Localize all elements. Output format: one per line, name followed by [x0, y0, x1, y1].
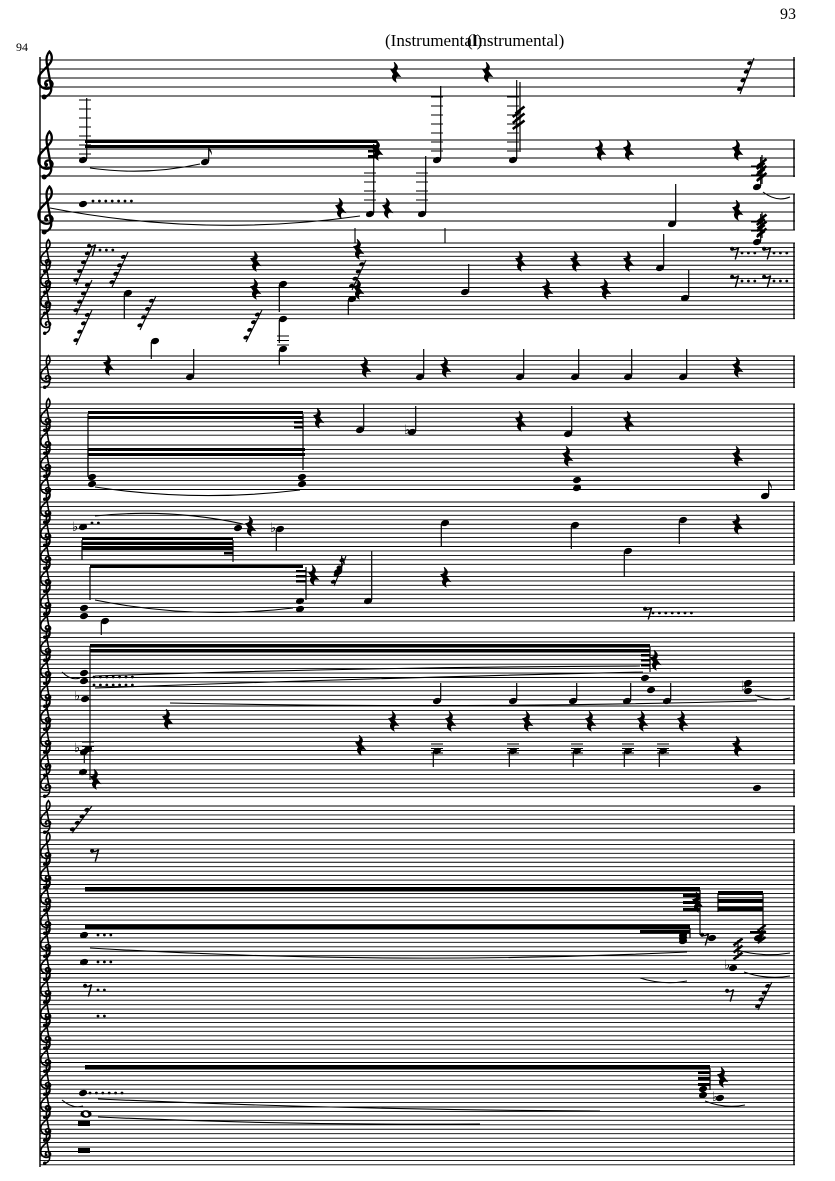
note: [680, 270, 690, 302]
augmentation-dot: [104, 200, 107, 203]
note: [646, 686, 656, 695]
augmentation-dot: [117, 200, 120, 203]
beam: [641, 654, 650, 657]
staff-block: [40, 806, 795, 833]
augmentation-dot: [89, 1092, 92, 1095]
beam: [296, 575, 306, 578]
augmentation-dot: [103, 989, 106, 992]
augmentation-dot: [105, 684, 108, 687]
augmentation-dot: [779, 280, 782, 283]
augmentation-dot: [99, 676, 102, 679]
tie: [62, 1100, 83, 1107]
beam: [224, 552, 233, 555]
augmentation-dot: [111, 249, 114, 252]
beam: [698, 1071, 710, 1074]
augmentation-dot: [125, 676, 128, 679]
augmentation-dot: [690, 612, 693, 615]
tremolo-stem: [758, 155, 767, 184]
augmentation-dot: [741, 280, 744, 283]
augmentation-dot: [99, 684, 102, 687]
beam: [85, 140, 377, 143]
augmentation-dot: [103, 961, 106, 964]
tie: [90, 164, 200, 171]
flat-icon: ♭: [404, 423, 411, 438]
eighth-rest-icon: [730, 247, 739, 260]
augmentation-dot: [124, 200, 127, 203]
note: [623, 547, 633, 577]
note: [752, 784, 762, 793]
note-head: [295, 597, 305, 606]
grace-run: [73, 248, 92, 285]
beam: [294, 421, 303, 424]
augmentation-dot: [753, 252, 756, 255]
augmentation-dot: [109, 961, 112, 964]
tremolo-stem: [758, 212, 767, 238]
quarter-rest-icon: [516, 411, 525, 431]
note-head: [572, 476, 582, 485]
note-head: [78, 1089, 88, 1098]
augmentation-dot: [785, 252, 788, 255]
augmentation-dot: [747, 252, 750, 255]
flat-icon: ♭: [72, 520, 79, 535]
augmentation-dot: [773, 280, 776, 283]
augmentation-dot: [118, 676, 121, 679]
note: [753, 925, 766, 943]
augmentation-dot: [671, 612, 674, 615]
grace-run: [736, 58, 754, 94]
augmentation-dot: [753, 280, 756, 283]
note: [278, 280, 288, 312]
quarter-rest-icon: [624, 140, 633, 160]
flat-icon: ♭: [74, 741, 81, 756]
quarter-rest-icon: [441, 567, 450, 587]
quarter-rest-icon: [309, 565, 318, 585]
augmentation-dot: [93, 684, 96, 687]
eighth-rest-icon: [700, 933, 709, 946]
staff-lines-group: [40, 60, 795, 1165]
eighth-rest-icon: [725, 989, 734, 1002]
quarter-rest-icon: [718, 1067, 727, 1087]
flat-icon: ♭: [724, 958, 731, 973]
tie: [95, 672, 643, 688]
note: [78, 200, 88, 209]
staff-block: [40, 243, 795, 319]
note: [80, 695, 90, 704]
augmentation-dot: [97, 989, 100, 992]
chord: [698, 1085, 708, 1100]
beam: [90, 565, 303, 568]
note: [667, 184, 677, 228]
whole-note: [80, 1110, 91, 1118]
beam: [296, 570, 306, 573]
augmentation-dot: [111, 200, 114, 203]
quarter-rest-icon: [336, 198, 345, 218]
augmentation-dot: [131, 684, 134, 687]
augmentation-dot: [97, 1015, 100, 1018]
tie: [95, 487, 300, 496]
augmentation-dot: [93, 676, 96, 679]
beam: [90, 649, 650, 653]
note-head: [79, 669, 89, 678]
note: [363, 551, 373, 605]
beam: [90, 644, 650, 648]
note-head: [78, 768, 88, 777]
augmentation-dot: [105, 249, 108, 252]
note: [508, 80, 521, 164]
note: [100, 617, 110, 635]
eighth-rest-icon: [762, 247, 771, 260]
augmentation-dot: [105, 676, 108, 679]
augmentation-dot: [121, 1092, 124, 1095]
tie: [744, 972, 790, 977]
beam: [85, 1065, 710, 1070]
quarter-rest-icon: [391, 62, 400, 82]
augmentation-dot: [112, 676, 115, 679]
beam: [85, 887, 700, 892]
beam: [82, 537, 233, 540]
augmentation-dot: [779, 252, 782, 255]
beam: [718, 891, 763, 895]
note: [233, 524, 243, 533]
staff-block: [40, 404, 795, 435]
note: [417, 156, 427, 218]
augmentation-dot: [109, 934, 112, 937]
augmentation-dot: [97, 934, 100, 937]
staff-block: [40, 60, 795, 96]
quarter-rest-icon: [314, 408, 323, 428]
chord: [79, 669, 89, 686]
augmentation-dot: [652, 612, 655, 615]
beam: [88, 453, 305, 456]
note-head: [78, 200, 88, 209]
note-head: [80, 695, 90, 704]
beam: [82, 547, 233, 550]
staff-block: [40, 770, 795, 797]
note: [655, 234, 665, 272]
note-head: [752, 784, 762, 793]
staff-block: [40, 194, 795, 230]
beam: [641, 664, 650, 667]
beam: [641, 659, 650, 662]
note-head: [646, 686, 656, 695]
augmentation-dot: [103, 1015, 106, 1018]
multirest-bar: [78, 1121, 90, 1126]
staff-block: [40, 356, 795, 387]
tie: [90, 948, 687, 958]
augmentation-dot: [103, 934, 106, 937]
augmentation-dot: [112, 684, 115, 687]
augmentation-dot: [677, 612, 680, 615]
tie: [95, 600, 293, 613]
augmentation-dot: [664, 612, 667, 615]
augmentation-dot: [91, 522, 94, 525]
multirest-bar: [78, 1148, 90, 1153]
augmentation-dot: [747, 280, 750, 283]
beam: [718, 907, 763, 911]
tie: [763, 192, 790, 199]
note-runs-group: [69, 58, 772, 1010]
instrumental-annotation-1: (Instrumental): [385, 31, 483, 50]
eighth-rest-icon: [762, 275, 771, 288]
beam: [85, 145, 377, 148]
tie: [705, 1101, 745, 1106]
augmentation-dot: [101, 1092, 104, 1095]
quarter-rest-icon: [624, 411, 633, 431]
flat-icon: ♭: [741, 679, 748, 694]
flat-icon: ♭: [74, 689, 81, 704]
staff-block: [40, 633, 795, 700]
quarter-rest-icon: [356, 735, 365, 755]
beam: [88, 416, 303, 419]
tie: [50, 208, 360, 225]
grace-run: [243, 310, 262, 342]
beam: [88, 448, 305, 451]
note-head: [79, 677, 89, 686]
augmentation-dot: [95, 1092, 98, 1095]
tie: [737, 950, 790, 955]
note: [278, 345, 288, 365]
note: [78, 768, 88, 777]
note-head: [297, 473, 307, 482]
beam: [85, 925, 690, 930]
beams-group: [82, 140, 766, 1086]
note: [760, 480, 772, 500]
beam: [88, 411, 303, 414]
staff-block: [40, 502, 795, 564]
note-head: [79, 612, 89, 621]
page-number: 93: [780, 6, 796, 23]
eighth-rest-icon: [90, 849, 99, 862]
augmentation-dot: [658, 612, 661, 615]
beam: [698, 1077, 710, 1080]
eighth-rest-icon: [83, 984, 92, 997]
note: [570, 521, 580, 549]
beam: [82, 542, 233, 545]
flat-icon: ♭: [712, 1090, 719, 1105]
augmentation-dot: [125, 684, 128, 687]
eighth-rest-icon: [643, 607, 652, 620]
tremolo-stem: [734, 939, 743, 960]
note: [78, 1089, 88, 1098]
beam: [698, 1083, 710, 1086]
note: [278, 315, 288, 343]
measure-number: 94: [16, 40, 28, 54]
staff-block: [40, 445, 795, 490]
tie: [98, 1099, 600, 1111]
augmentation-dot: [114, 1092, 117, 1095]
augmentation-dot: [99, 249, 102, 252]
grace-run: [73, 310, 92, 345]
ledger-lines-group: [79, 97, 763, 753]
augmentation-dot: [130, 200, 133, 203]
augmentation-dot: [785, 280, 788, 283]
augmentation-dot: [108, 1092, 111, 1095]
augmentation-dot: [98, 200, 101, 203]
augmentation-dot: [741, 252, 744, 255]
augmentation-dot: [773, 252, 776, 255]
quarter-rest-icon: [596, 140, 605, 160]
quarter-rest-icon: [383, 198, 392, 218]
note-head: [79, 604, 89, 613]
instrumental-annotation-2: (Instrumental): [467, 31, 565, 50]
chord: [295, 597, 305, 614]
staff-block: [40, 572, 795, 621]
note-head: [640, 674, 650, 683]
augmentation-dot: [118, 684, 121, 687]
beam: [718, 899, 763, 903]
augmentation-dot: [131, 676, 134, 679]
quarter-rest-icon: [733, 140, 742, 160]
eighth-rest-icon: [730, 275, 739, 288]
note: [640, 674, 650, 683]
beam: [296, 580, 306, 583]
note-head: [233, 524, 243, 533]
augmentation-dot: [684, 612, 687, 615]
quarter-rest-icon: [483, 62, 492, 82]
note: [432, 86, 442, 164]
flat-icon: ♭: [270, 521, 277, 536]
note: [678, 516, 688, 544]
note: [460, 264, 470, 296]
beam: [294, 426, 303, 429]
augmentation-dot: [97, 522, 100, 525]
augmentation-dot: [92, 200, 95, 203]
augmentation-dot: [97, 961, 100, 964]
